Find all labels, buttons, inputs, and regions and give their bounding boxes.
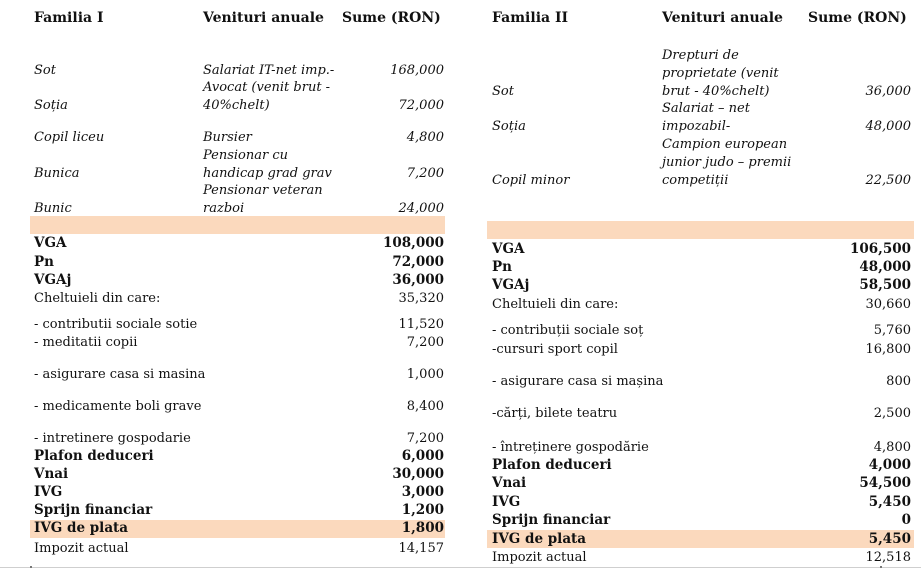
f1-sprijin-value: 1,200 xyxy=(401,502,444,518)
f2-member-source: Salariat – net impozabil- xyxy=(662,101,750,134)
f1-vgaj-value: 36,000 xyxy=(392,272,444,288)
f2-vga-value: 106,500 xyxy=(849,241,911,257)
f2-expense-label: - asigurare casa si mașina xyxy=(492,374,664,389)
f1-plafon-value: 6,000 xyxy=(401,448,444,464)
f2-sprijin-label: Sprijn financiar xyxy=(492,512,611,528)
f1-cheltuieli-value: 35,320 xyxy=(398,291,444,306)
f1-expense-label: - contributii sociale sotie xyxy=(34,317,198,332)
f2-expense-value: 16,800 xyxy=(865,342,911,357)
f1-member-source: Bursier xyxy=(203,130,252,145)
f2-impozit-label: Impozit actual xyxy=(492,550,587,565)
f2-member-sum: 22,500 xyxy=(865,173,911,188)
f2-expense-value: 800 xyxy=(886,374,911,389)
f1-ivg-label: IVG xyxy=(34,484,63,500)
f2-member-name: Sot xyxy=(492,84,514,99)
f1-header-family: Familia I xyxy=(34,10,104,26)
f1-expense-label: - intretinere gospodarie xyxy=(34,431,191,446)
f1-member-name: Sot xyxy=(34,63,56,78)
f1-member-name: Bunica xyxy=(34,166,80,181)
f2-ivg-de-plata-value: 5,450 xyxy=(868,531,911,547)
f2-member-name: Soția xyxy=(492,119,526,134)
f2-pn-value: 48,000 xyxy=(859,259,911,275)
f1-sprijin-label: Sprijn financiar xyxy=(34,502,153,518)
f1-vnai-value: 30,000 xyxy=(392,466,444,482)
f2-header-sum: Sume (RON) xyxy=(808,10,907,26)
f1-member-sum: 24,000 xyxy=(398,201,444,216)
f1-member-name: Soția xyxy=(34,98,68,113)
f2-member-sum: 48,000 xyxy=(865,119,911,134)
f2-expense-value: 4,800 xyxy=(873,440,911,455)
f2-member-sum: 36,000 xyxy=(865,84,911,99)
f2-expense-label: -cursuri sport copil xyxy=(492,342,618,357)
f1-member-sum: 72,000 xyxy=(398,98,444,113)
f2-member-source: Campion european junior judo – premii competiții xyxy=(662,137,792,188)
f2-sprijin-value: 0 xyxy=(901,512,911,528)
f1-expense-value: 1,000 xyxy=(406,367,444,382)
f1-separator-band xyxy=(30,216,445,234)
f2-expense-value: 5,760 xyxy=(873,323,911,338)
f1-ivg-de-plata-value: 1,800 xyxy=(401,520,444,536)
f1-expense-value: 7,200 xyxy=(406,431,444,446)
f1-vnai-label: Vnai xyxy=(34,466,69,482)
f1-member-sum: 7,200 xyxy=(406,166,444,181)
f1-pn-value: 72,000 xyxy=(392,254,444,270)
f2-header-income: Venituri anuale xyxy=(662,10,783,26)
f2-vga-label: VGA xyxy=(492,241,525,257)
f2-separator-band xyxy=(487,221,914,239)
f2-impozit-value: 12,518 xyxy=(865,550,911,565)
f1-impozit-label: Impozit actual xyxy=(34,541,129,556)
f1-member-sum: 4,800 xyxy=(406,130,444,145)
f2-ivg-value: 5,450 xyxy=(868,494,911,510)
f1-impozit-value: 14,157 xyxy=(398,541,444,556)
f2-cheltuieli-label: Cheltuieli din care: xyxy=(492,297,619,312)
bottom-rule xyxy=(0,567,921,568)
bottom-tick-mark xyxy=(880,566,882,568)
bottom-tick-mark xyxy=(30,566,32,568)
f1-expense-label: - meditatii copii xyxy=(34,335,138,350)
f2-cheltuieli-value: 30,660 xyxy=(865,297,911,312)
f1-expense-value: 7,200 xyxy=(406,335,444,350)
f1-expense-value: 8,400 xyxy=(406,399,444,414)
f1-cheltuieli-label: Cheltuieli din care: xyxy=(34,291,161,306)
f1-member-source: Pensionar veteran razboi xyxy=(203,183,323,216)
f1-header-income: Venituri anuale xyxy=(203,10,324,26)
f1-pn-label: Pn xyxy=(34,254,54,270)
f1-member-source: Salariat IT-net imp.- xyxy=(203,63,335,78)
f2-expense-label: -cărți, bilete teatru xyxy=(492,406,618,421)
f2-vnai-label: Vnai xyxy=(492,475,527,491)
f2-expense-label: - contribuții sociale soț xyxy=(492,323,644,338)
f2-plafon-label: Plafon deduceri xyxy=(492,457,612,473)
f1-member-name: Copil liceu xyxy=(34,130,105,145)
f2-vgaj-value: 58,500 xyxy=(859,277,911,293)
f2-expense-value: 2,500 xyxy=(873,406,911,421)
f2-vgaj-label: VGAj xyxy=(492,277,530,293)
f1-expense-label: - asigurare casa si masina xyxy=(34,367,206,382)
f2-plafon-value: 4,000 xyxy=(868,457,911,473)
f2-ivg-label: IVG xyxy=(492,494,521,510)
f1-expense-value: 11,520 xyxy=(398,317,444,332)
f1-vgaj-label: VGAj xyxy=(34,272,72,288)
f1-header-sum: Sume (RON) xyxy=(342,10,441,26)
f1-vga-label: VGA xyxy=(34,235,67,251)
f2-ivg-de-plata-label: IVG de plata xyxy=(492,531,587,547)
f1-expense-label: - medicamente boli grave xyxy=(34,399,202,414)
f1-ivg-value: 3,000 xyxy=(401,484,444,500)
f2-expense-label: - întreținere gospodărie xyxy=(492,440,649,455)
f1-ivg-de-plata-label: IVG de plata xyxy=(34,520,129,536)
f2-pn-label: Pn xyxy=(492,259,512,275)
f1-member-source: Pensionar cu handicap grad grav xyxy=(203,148,332,181)
f1-member-sum: 168,000 xyxy=(390,63,444,78)
f2-header-family: Familia II xyxy=(492,10,569,26)
f2-member-source: Drepturi de proprietate (venit brut - 40%chelt) xyxy=(662,48,779,99)
f1-member-source: Avocat (venit brut - 40%chelt) xyxy=(203,80,331,113)
f2-member-name: Copil minor xyxy=(492,173,570,188)
f1-member-name: Bunic xyxy=(34,201,72,216)
f1-plafon-label: Plafon deduceri xyxy=(34,448,154,464)
f1-vga-value: 108,000 xyxy=(382,235,444,251)
f2-vnai-value: 54,500 xyxy=(859,475,911,491)
